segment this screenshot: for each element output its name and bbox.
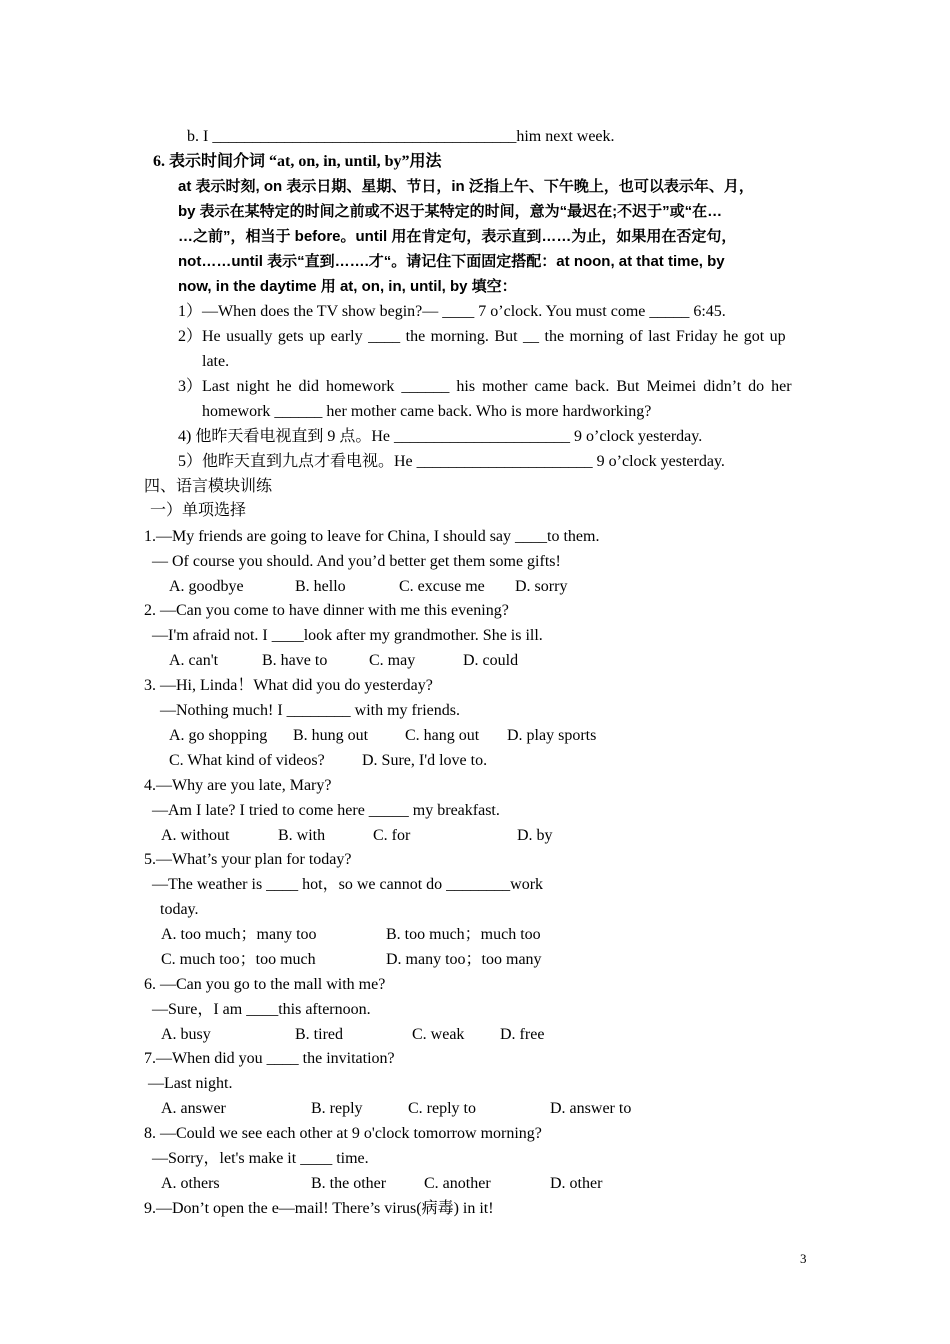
fill-blank-line-b: b. I ______________________________________him next week. [187,128,615,145]
option-b: B. hello [295,578,346,595]
option-d: D. Sure, I'd love to. [362,752,488,769]
option-b: B. reply [311,1100,363,1117]
rule-line: by 表示在某特定的时间之前或不迟于某特定的时间，意为“最迟在;不迟于”或“在… [178,203,723,220]
question-1: 1.—My friends are going to leave for China, I should say ____to them. [144,528,600,545]
option-b: B. tired [295,1026,343,1043]
exercise-line: 2）He usually gets up early ____ the morning. But __ the morning of last Friday he got up [178,328,786,345]
option-a: A. answer [161,1100,226,1117]
exercise-line: 5）他昨天直到九点才看电视。He ______________________ 9 o’clock yesterday. [178,453,725,470]
option-a: A. go shopping [169,727,268,744]
option-a: A. can't [169,652,219,669]
question-8: 8. —Could we see each other at 9 o'clock tomorrow morning? [144,1125,542,1142]
answer-6: —Sure，I am ____this afternoon. [152,1001,371,1018]
option-c: C. for [373,827,411,844]
option-c: C. excuse me [399,578,485,595]
option-d: D. many too；too many [386,951,542,968]
rule-line: at 表示时刻, on 表示日期、星期、节日，in 泛指上午、下午晚上，也可以表示年、月， [178,178,754,195]
option-a: A. busy [161,1026,211,1043]
option-d: D. sorry [515,578,568,595]
rule-line: not……until 表示“直到…….才“。请记住下面固定搭配：at noon, at that time, by [178,253,725,270]
option-a: A. others [161,1175,220,1192]
exercise-line: late. [202,353,230,370]
section-6-heading: 6. 表示时间介词 “at, on, in, until, by”用法 [153,153,442,170]
option-d: D. other [550,1175,603,1192]
option-c: C. much too；too much [161,951,316,968]
option-c: C. weak [412,1026,465,1043]
exercise-line: 3）Last night he did homework ______ his mother came back. But Meimei didn’t do her [178,378,792,395]
answer-4: —Am I late? I tried to come here _____ my breakfast. [152,802,500,819]
question-2: 2. —Can you come to have dinner with me this evening? [144,602,509,619]
option-d: D. by [517,827,553,844]
exercise-line: 1）—When does the TV show begin?— ____ 7 o’clock. You must come _____ 6:45. [178,303,726,320]
option-c: C. reply to [408,1100,476,1117]
option-d: D. could [463,652,519,669]
page-number: 3 [800,1251,807,1266]
option-c: C. another [424,1175,491,1192]
section-4-heading: 四、语言模块训练 [144,478,273,495]
answer-5: —The weather is ____ hot，so we cannot do ________work [152,876,544,893]
answer-5-cont: today. [160,901,199,918]
answer-3: —Nothing much! I ________ with my friends. [160,702,460,719]
answer-8: —Sorry，let's make it ____ time. [152,1150,369,1167]
question-3: 3. —Hi, Linda！What did you do yesterday? [144,677,433,694]
question-7: 7.—When did you ____ the invitation? [144,1050,395,1067]
rule-line: now, in the daytime 用 at, on, in, until, by 填空： [178,278,517,295]
option-b: B. with [278,827,326,844]
option-a: A. goodbye [169,578,244,595]
option-c: C. may [369,652,416,669]
question-5: 5.—What’s your plan for today? [144,851,352,868]
answer-1: — Of course you should. And you’d better get them some gifts! [152,553,561,570]
question-9: 9.—Don’t open the e—mail! There’s virus(病毒) in it! [144,1200,494,1217]
option-c: C. What kind of videos? [169,752,325,769]
option-a: A. without [161,827,230,844]
option-b: B. the other [311,1175,387,1192]
rule-line: …之前”，相当于 before。until 用在肯定句，表示直到……为止，如果用在否定句， [178,228,737,245]
subsection-heading: 一）单项选择 [150,502,247,519]
exercise-line: homework ______ her mother came back. Who is more hardworking? [202,403,652,420]
option-a: A. too much；many too [161,926,317,943]
option-d: D. answer to [550,1100,632,1117]
option-d: D. play sports [507,727,597,744]
question-4: 4.—Why are you late, Mary? [144,777,332,794]
exercise-line: 4) 他昨天看电视直到 9 点。He ______________________ 9 o’clock yesterday. [178,428,703,445]
question-6: 6. —Can you go to the mall with me? [144,976,386,993]
option-b: B. have to [262,652,328,669]
option-b: B. hung out [293,727,369,744]
answer-7: —Last night. [148,1075,233,1092]
option-b: B. too much；much too [386,926,541,943]
answer-2: —I'm afraid not. I ____look after my grandmother. She is ill. [152,627,543,644]
option-c: C. hang out [405,727,480,744]
option-d: D. free [500,1026,545,1043]
